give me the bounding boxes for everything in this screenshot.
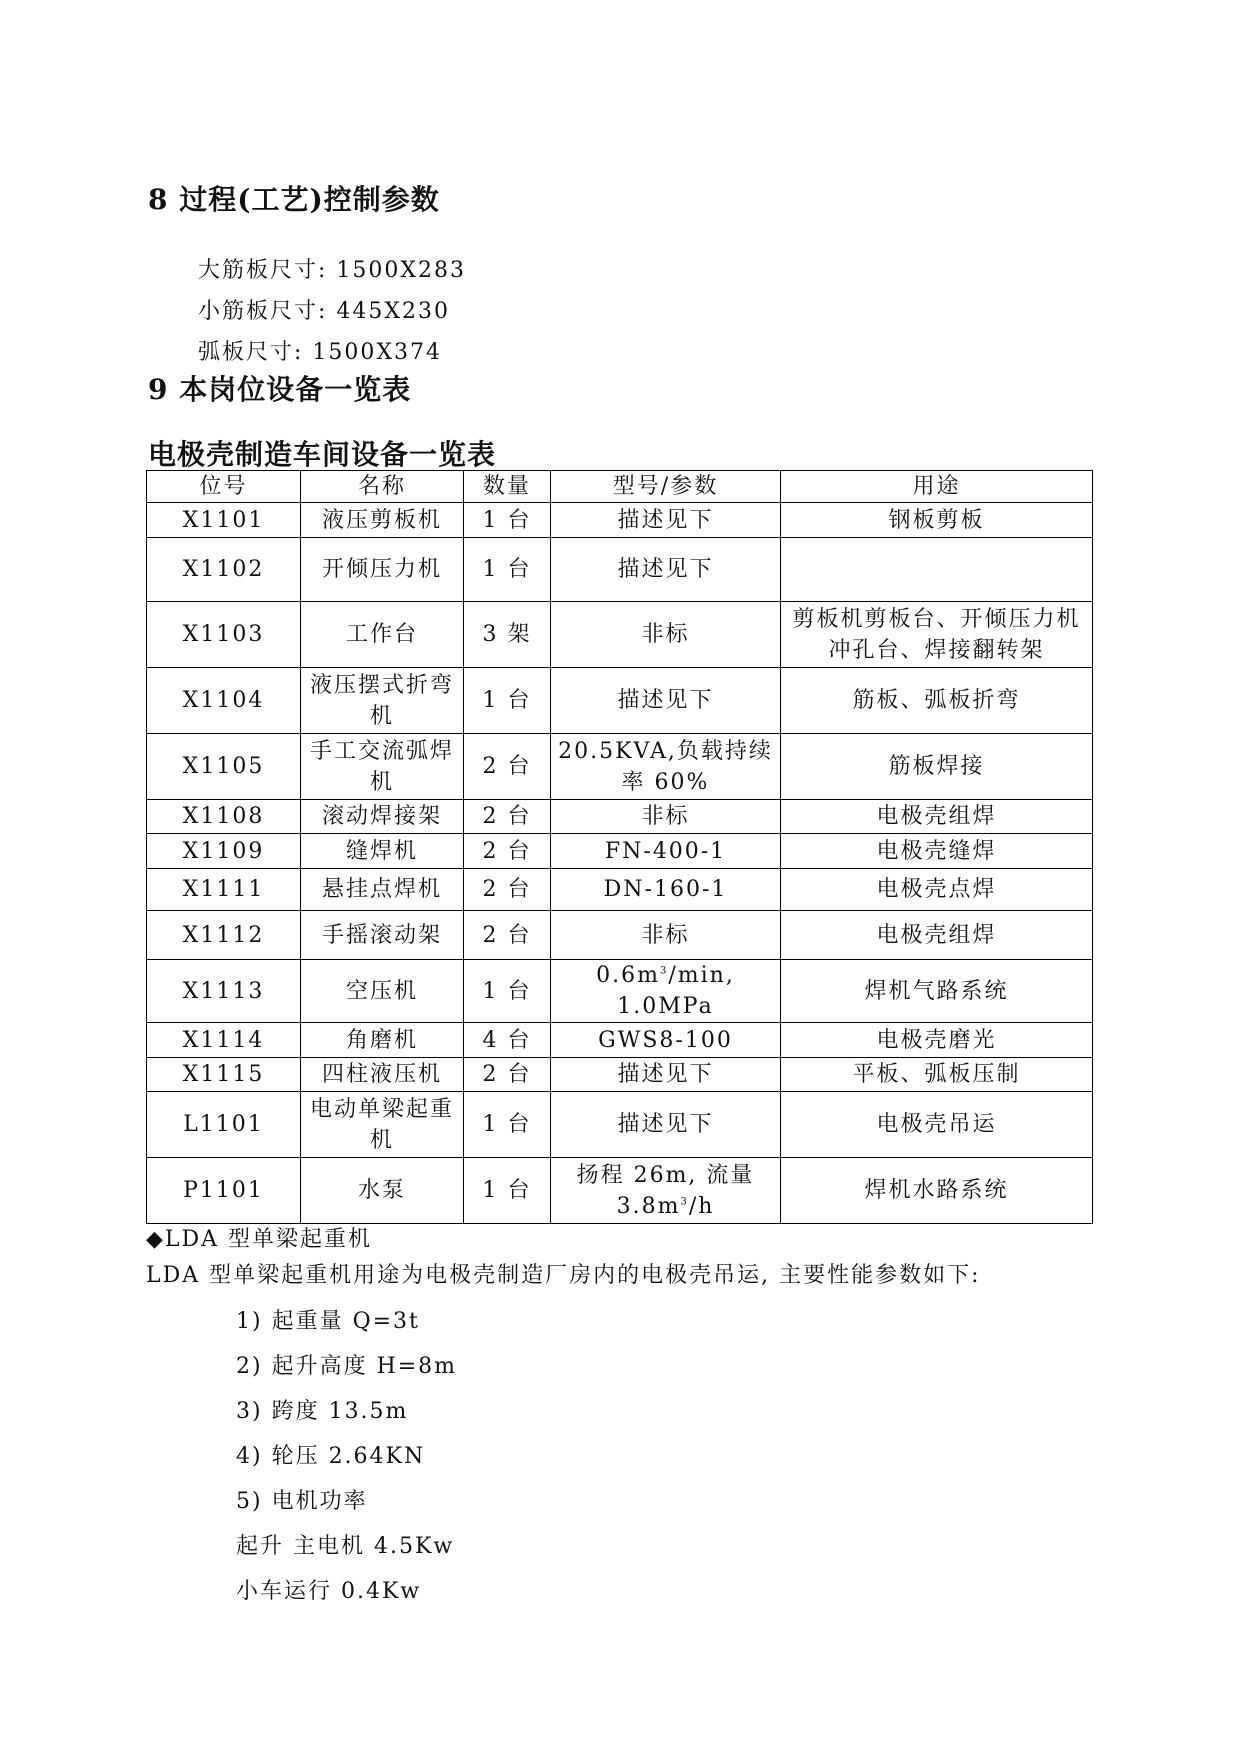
- cell-name: 角磨机: [301, 1023, 464, 1058]
- cell-name: 滚动焊接架: [301, 800, 464, 834]
- cell-id: X1104: [147, 668, 301, 734]
- cell-use: 焊机气路系统: [781, 960, 1093, 1023]
- cell-id: X1102: [147, 538, 301, 602]
- cell-id: X1103: [147, 602, 301, 668]
- table-row: [147, 503, 1093, 538]
- table-row: [147, 1058, 1093, 1092]
- cell-use: 钢板剪板: [781, 503, 1093, 538]
- cell-id: X1109: [147, 834, 301, 869]
- cell-model: 描述见下: [551, 668, 781, 734]
- cell-use: 焊机水路系统: [781, 1158, 1093, 1224]
- table-row: [147, 1158, 1093, 1224]
- cell-model: 描述见下: [551, 1092, 781, 1158]
- cell-model: 描述见下: [551, 538, 781, 602]
- cell-use: 电极壳点焊: [781, 869, 1093, 911]
- table-row: [147, 1023, 1093, 1058]
- column-header-qty: 数量: [464, 471, 551, 503]
- cell-qty: 2 台: [464, 911, 551, 960]
- table-row: [147, 834, 1093, 869]
- cell-use: [781, 538, 1093, 602]
- crane-intro: LDA 型单梁起重机用途为电极壳制造厂房内的电极壳吊运, 主要性能参数如下:: [146, 1263, 981, 1288]
- cell-model: 非标: [551, 911, 781, 960]
- param-arc-plate: 弧板尺寸: 1500X374: [198, 340, 443, 365]
- table-row: [147, 911, 1093, 960]
- cell-qty: 2 台: [464, 734, 551, 800]
- column-header-id: 位号: [147, 471, 301, 503]
- cell-id: X1111: [147, 869, 301, 911]
- cell-qty: 1 台: [464, 1092, 551, 1158]
- crane-spec-trolley: 小车运行 0.4Kw: [236, 1579, 422, 1604]
- cell-model: FN-400-1: [551, 834, 781, 869]
- cell-id: X1112: [147, 911, 301, 960]
- cell-use: 平板、弧板压制: [781, 1058, 1093, 1092]
- cell-id: L1101: [147, 1092, 301, 1158]
- cell-qty: 3 架: [464, 602, 551, 668]
- cell-qty: 1 台: [464, 538, 551, 602]
- table-row: [147, 734, 1093, 800]
- table-header-row: [147, 471, 1093, 503]
- cell-use: 电极壳吊运: [781, 1092, 1093, 1158]
- crane-spec-load: 1) 起重量 Q=3t: [236, 1309, 420, 1334]
- cell-name: 手摇滚动架: [301, 911, 464, 960]
- cell-model: 描述见下: [551, 503, 781, 538]
- cell-id: X1105: [147, 734, 301, 800]
- cell-use: 剪板机剪板台、开倾压力机冲孔台、焊接翻转架: [781, 602, 1093, 668]
- cell-name: 电动单梁起重机: [301, 1092, 464, 1158]
- table-row: [147, 602, 1093, 668]
- cell-name: 液压摆式折弯机: [301, 668, 464, 734]
- cell-id: X1114: [147, 1023, 301, 1058]
- cell-name: 开倾压力机: [301, 538, 464, 602]
- crane-spec-hoist: 起升 主电机 4.5Kw: [236, 1534, 455, 1559]
- cell-id: X1101: [147, 503, 301, 538]
- column-header-model: 型号/参数: [551, 471, 781, 503]
- cell-qty: 1 台: [464, 503, 551, 538]
- cell-model: GWS8-100: [551, 1023, 781, 1058]
- table-row: [147, 668, 1093, 734]
- cell-use: 筋板焊接: [781, 734, 1093, 800]
- cell-id: X1108: [147, 800, 301, 834]
- table-title: 电极壳制造车间设备一览表: [148, 438, 497, 471]
- table-row: [147, 960, 1093, 1023]
- cell-id: X1113: [147, 960, 301, 1023]
- param-large-rib: 大筋板尺寸: 1500X283: [198, 258, 467, 283]
- crane-spec-span: 3) 跨度 13.5m: [236, 1399, 409, 1424]
- table-row: [147, 538, 1093, 602]
- cell-model: DN-160-1: [551, 869, 781, 911]
- cell-model: $0.6m^3/\min$, 1.0MPa: [551, 960, 781, 1023]
- cell-qty: 1 台: [464, 1158, 551, 1224]
- section-8-heading: 8 过程(工艺)控制参数: [148, 183, 440, 216]
- cell-name: 空压机: [301, 960, 464, 1023]
- crane-spec-height: 2) 起升高度 H=8m: [236, 1354, 458, 1379]
- crane-spec-wheel: 4) 轮压 2.64KN: [236, 1444, 426, 1469]
- crane-title: ◆LDA 型单梁起重机: [146, 1227, 373, 1252]
- column-header-use: 用途: [781, 471, 1093, 503]
- equipment-table: [146, 470, 1093, 1224]
- cell-name: 手工交流弧焊机: [301, 734, 464, 800]
- cell-qty: 4 台: [464, 1023, 551, 1058]
- cell-qty: 2 台: [464, 869, 551, 911]
- cell-qty: 1 台: [464, 960, 551, 1023]
- cell-model: 20.5KVA,负载持续率 60%: [551, 734, 781, 800]
- cell-qty: 1 台: [464, 668, 551, 734]
- cell-use: 电极壳缝焊: [781, 834, 1093, 869]
- cell-qty: 2 台: [464, 800, 551, 834]
- param-small-rib: 小筋板尺寸: 445X230: [198, 299, 451, 324]
- cell-id: P1101: [147, 1158, 301, 1224]
- cell-use: 电极壳组焊: [781, 911, 1093, 960]
- cell-name: 水泵: [301, 1158, 464, 1224]
- cell-model: 非标: [551, 602, 781, 668]
- cell-model: 非标: [551, 800, 781, 834]
- cell-name: 缝焊机: [301, 834, 464, 869]
- cell-qty: 2 台: [464, 834, 551, 869]
- section-9-heading: 9 本岗位设备一览表: [148, 373, 412, 406]
- cell-qty: 2 台: [464, 1058, 551, 1092]
- table-row: [147, 869, 1093, 911]
- cell-model: 描述见下: [551, 1058, 781, 1092]
- cell-name: 四柱液压机: [301, 1058, 464, 1092]
- column-header-name: 名称: [301, 471, 464, 503]
- crane-spec-motor: 5) 电机功率: [236, 1489, 368, 1514]
- cell-name: 工作台: [301, 602, 464, 668]
- table-row: [147, 1092, 1093, 1158]
- table-row: [147, 800, 1093, 834]
- cell-use: 电极壳磨光: [781, 1023, 1093, 1058]
- cell-id: X1115: [147, 1058, 301, 1092]
- cell-use: 筋板、弧板折弯: [781, 668, 1093, 734]
- cell-name: 悬挂点焊机: [301, 869, 464, 911]
- cell-use: 电极壳组焊: [781, 800, 1093, 834]
- cell-model: 扬程 26m, 流量 $3.8m^3/h$: [551, 1158, 781, 1224]
- cell-name: 液压剪板机: [301, 503, 464, 538]
